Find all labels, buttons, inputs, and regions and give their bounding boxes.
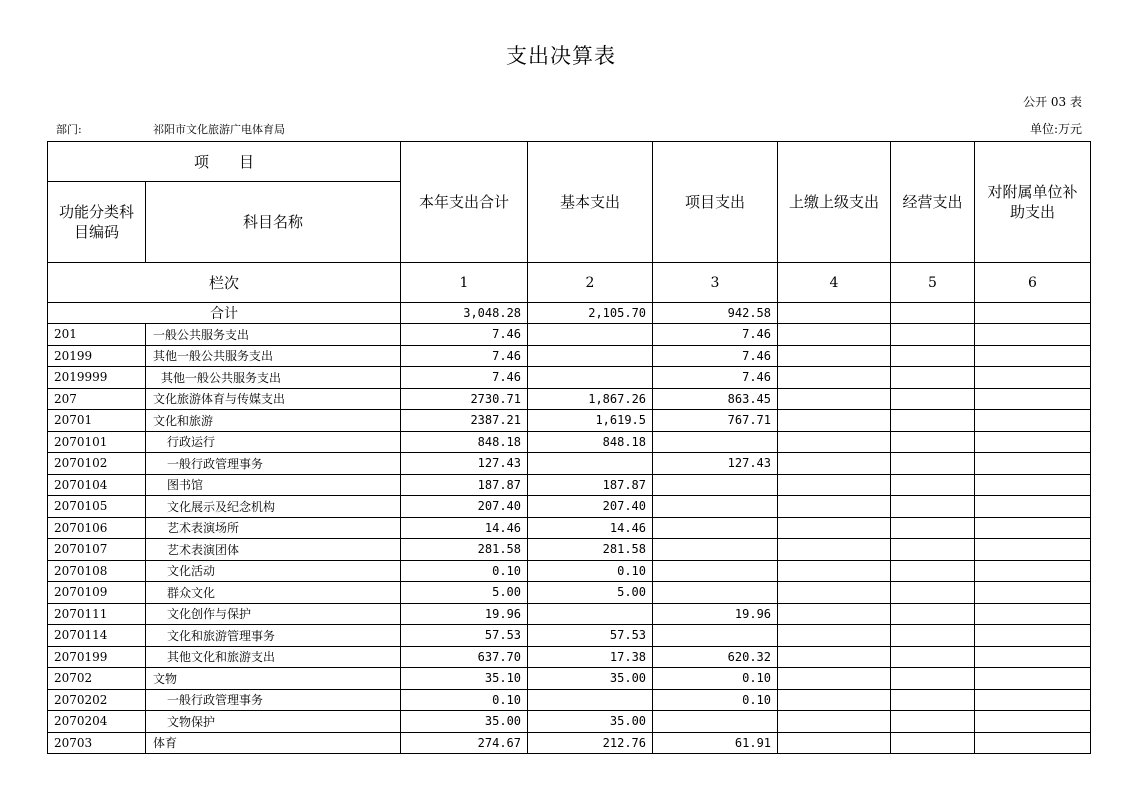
amount-upper — [778, 431, 891, 453]
header-col-upper: 上缴上级支出 — [778, 142, 891, 263]
amount-basic: 0.10 — [528, 560, 653, 582]
amount-business — [891, 324, 975, 346]
amount-business — [891, 689, 975, 711]
subject-name: 一般行政管理事务 — [146, 453, 401, 475]
table-row — [48, 431, 1091, 453]
header-func-code: 功能分类科目编码 — [48, 182, 146, 263]
subject-code: 20703 — [48, 732, 146, 754]
subject-code: 2070106 — [48, 517, 146, 539]
subject-code: 20702 — [48, 668, 146, 690]
subject-name: 一般公共服务支出 — [146, 324, 401, 346]
amount-basic: 5.00 — [528, 582, 653, 604]
subject-code: 2070107 — [48, 539, 146, 561]
subject-name: 文物保护 — [146, 711, 401, 733]
amount-business — [891, 345, 975, 367]
table-row — [48, 711, 1091, 733]
amount-basic: 281.58 — [528, 539, 653, 561]
amount-business — [891, 560, 975, 582]
amount-upper — [778, 474, 891, 496]
amount-total: 0.10 — [401, 560, 528, 582]
column-number: 5 — [891, 263, 975, 303]
amount-upper — [778, 410, 891, 432]
amount-project: 863.45 — [653, 388, 778, 410]
amount-upper — [778, 453, 891, 475]
amount-business — [891, 496, 975, 518]
table-row — [48, 689, 1091, 711]
amount-total: 274.67 — [401, 732, 528, 754]
table-row — [48, 732, 1091, 754]
amount-subsidy — [975, 668, 1091, 690]
subject-code: 20199 — [48, 345, 146, 367]
subject-name: 其他一般公共服务支出 — [146, 367, 401, 389]
subject-name: 艺术表演团体 — [146, 539, 401, 561]
amount-subsidy — [975, 474, 1091, 496]
department-label: 部门: — [56, 123, 82, 136]
subject-name: 文化和旅游 — [146, 410, 401, 432]
subject-code: 2070111 — [48, 603, 146, 625]
subject-code: 2070104 — [48, 474, 146, 496]
table-row — [48, 517, 1091, 539]
amount-upper — [778, 625, 891, 647]
amount-upper — [778, 668, 891, 690]
subject-name: 艺术表演场所 — [146, 517, 401, 539]
amount-upper — [778, 689, 891, 711]
amount-subsidy — [975, 453, 1091, 475]
total-business — [891, 303, 975, 324]
amount-total: 637.70 — [401, 646, 528, 668]
amount-subsidy — [975, 689, 1091, 711]
amount-subsidy — [975, 496, 1091, 518]
amount-business — [891, 474, 975, 496]
column-number: 6 — [975, 263, 1091, 303]
subject-code: 201 — [48, 324, 146, 346]
amount-subsidy — [975, 388, 1091, 410]
table-row — [48, 410, 1091, 432]
column-number: 4 — [778, 263, 891, 303]
amount-basic: 848.18 — [528, 431, 653, 453]
amount-subsidy — [975, 711, 1091, 733]
amount-total: 35.10 — [401, 668, 528, 690]
amount-subsidy — [975, 560, 1091, 582]
amount-upper — [778, 539, 891, 561]
amount-total: 281.58 — [401, 539, 528, 561]
amount-subsidy — [975, 646, 1091, 668]
column-number: 2 — [528, 263, 653, 303]
amount-project — [653, 582, 778, 604]
amount-subsidy — [975, 345, 1091, 367]
table-row — [48, 345, 1091, 367]
amount-business — [891, 603, 975, 625]
column-number: 1 — [401, 263, 528, 303]
subject-code: 2070204 — [48, 711, 146, 733]
table-row — [48, 453, 1091, 475]
table-row — [48, 582, 1091, 604]
total-sum: 3,048.28 — [401, 303, 528, 324]
amount-project: 7.46 — [653, 345, 778, 367]
table-row — [48, 560, 1091, 582]
amount-basic: 1,867.26 — [528, 388, 653, 410]
amount-total: 207.40 — [401, 496, 528, 518]
subject-code: 2070199 — [48, 646, 146, 668]
amount-business — [891, 732, 975, 754]
amount-basic — [528, 603, 653, 625]
subject-code: 2070105 — [48, 496, 146, 518]
amount-project — [653, 496, 778, 518]
subject-name: 文化创作与保护 — [146, 603, 401, 625]
table-row — [48, 324, 1091, 346]
department-name: 祁阳市文化旅游广电体育局 — [153, 123, 285, 136]
subject-code: 2070101 — [48, 431, 146, 453]
header-col-total: 本年支出合计 — [401, 142, 528, 263]
amount-business — [891, 453, 975, 475]
amount-project: 19.96 — [653, 603, 778, 625]
amount-business — [891, 582, 975, 604]
amount-basic: 35.00 — [528, 668, 653, 690]
total-basic: 2,105.70 — [528, 303, 653, 324]
subject-name: 文物 — [146, 668, 401, 690]
amount-subsidy — [975, 603, 1091, 625]
amount-project: 127.43 — [653, 453, 778, 475]
column-number: 3 — [653, 263, 778, 303]
amount-basic — [528, 689, 653, 711]
amount-basic: 57.53 — [528, 625, 653, 647]
subject-name: 文化和旅游管理事务 — [146, 625, 401, 647]
amount-project: 61.91 — [653, 732, 778, 754]
amount-upper — [778, 711, 891, 733]
amount-subsidy — [975, 324, 1091, 346]
total-subsidy — [975, 303, 1091, 324]
amount-upper — [778, 603, 891, 625]
amount-total: 127.43 — [401, 453, 528, 475]
amount-total: 35.00 — [401, 711, 528, 733]
subject-code: 2070102 — [48, 453, 146, 475]
amount-basic — [528, 367, 653, 389]
amount-project — [653, 431, 778, 453]
subject-name: 一般行政管理事务 — [146, 689, 401, 711]
unit-label: 单位:万元 — [1029, 122, 1082, 136]
amount-subsidy — [975, 539, 1091, 561]
amount-basic — [528, 453, 653, 475]
amount-total: 2387.21 — [401, 410, 528, 432]
amount-subsidy — [975, 582, 1091, 604]
amount-business — [891, 517, 975, 539]
table-row — [48, 603, 1091, 625]
header-col-business: 经营支出 — [891, 142, 975, 263]
amount-business — [891, 711, 975, 733]
amount-business — [891, 431, 975, 453]
amount-project — [653, 625, 778, 647]
subject-code: 207 — [48, 388, 146, 410]
amount-basic: 187.87 — [528, 474, 653, 496]
subject-name: 其他文化和旅游支出 — [146, 646, 401, 668]
amount-total: 14.46 — [401, 517, 528, 539]
table-row — [48, 388, 1091, 410]
amount-basic — [528, 324, 653, 346]
amount-project: 7.46 — [653, 367, 778, 389]
total-row — [48, 303, 1091, 324]
amount-business — [891, 539, 975, 561]
table-row — [48, 668, 1091, 690]
table-row — [48, 646, 1091, 668]
amount-subsidy — [975, 410, 1091, 432]
subject-name: 行政运行 — [146, 431, 401, 453]
amount-business — [891, 668, 975, 690]
amount-basic: 212.76 — [528, 732, 653, 754]
amount-total: 848.18 — [401, 431, 528, 453]
amount-project — [653, 539, 778, 561]
subject-name: 其他一般公共服务支出 — [146, 345, 401, 367]
amount-project — [653, 474, 778, 496]
amount-project: 767.71 — [653, 410, 778, 432]
subject-name: 文化旅游体育与传媒支出 — [146, 388, 401, 410]
amount-project: 0.10 — [653, 689, 778, 711]
amount-basic: 1,619.5 — [528, 410, 653, 432]
table-row — [48, 496, 1091, 518]
amount-subsidy — [975, 517, 1091, 539]
amount-total: 5.00 — [401, 582, 528, 604]
amount-total: 19.96 — [401, 603, 528, 625]
amount-subsidy — [975, 625, 1091, 647]
amount-business — [891, 410, 975, 432]
amount-project: 7.46 — [653, 324, 778, 346]
table-row — [48, 474, 1091, 496]
amount-business — [891, 625, 975, 647]
amount-total: 187.87 — [401, 474, 528, 496]
amount-total: 7.46 — [401, 324, 528, 346]
header-row-index: 栏次 — [48, 263, 401, 303]
amount-upper — [778, 345, 891, 367]
amount-business — [891, 367, 975, 389]
expenditure-table — [47, 141, 1091, 754]
amount-total: 57.53 — [401, 625, 528, 647]
table-row — [48, 625, 1091, 647]
amount-total: 0.10 — [401, 689, 528, 711]
amount-upper — [778, 367, 891, 389]
subject-code: 2019999 — [48, 367, 146, 389]
amount-project: 620.32 — [653, 646, 778, 668]
header-col-subsidy: 对附属单位补助支出 — [975, 142, 1091, 263]
page-title: 支出决算表 — [506, 44, 616, 68]
header-col-basic: 基本支出 — [528, 142, 653, 263]
header-col-project: 项目支出 — [653, 142, 778, 263]
total-label: 合计 — [48, 303, 401, 324]
amount-upper — [778, 646, 891, 668]
header-subject-name: 科目名称 — [146, 182, 401, 263]
subject-name: 图书馆 — [146, 474, 401, 496]
subject-code: 2070108 — [48, 560, 146, 582]
amount-total: 2730.71 — [401, 388, 528, 410]
amount-total: 7.46 — [401, 367, 528, 389]
amount-basic: 207.40 — [528, 496, 653, 518]
amount-business — [891, 646, 975, 668]
header-project: 项 目 — [48, 142, 401, 182]
amount-upper — [778, 560, 891, 582]
amount-upper — [778, 324, 891, 346]
total-upper — [778, 303, 891, 324]
amount-upper — [778, 517, 891, 539]
amount-basic: 14.46 — [528, 517, 653, 539]
amount-project: 0.10 — [653, 668, 778, 690]
subject-code: 2070109 — [48, 582, 146, 604]
table-row — [48, 539, 1091, 561]
subject-code: 20701 — [48, 410, 146, 432]
amount-basic: 35.00 — [528, 711, 653, 733]
amount-project — [653, 711, 778, 733]
subject-name: 群众文化 — [146, 582, 401, 604]
subject-name: 体育 — [146, 732, 401, 754]
amount-total: 7.46 — [401, 345, 528, 367]
amount-upper — [778, 496, 891, 518]
amount-project — [653, 517, 778, 539]
subject-name: 文化活动 — [146, 560, 401, 582]
subject-code: 2070114 — [48, 625, 146, 647]
form-number: 公开 03 表 — [1023, 95, 1082, 109]
amount-upper — [778, 732, 891, 754]
amount-basic — [528, 345, 653, 367]
amount-project — [653, 560, 778, 582]
amount-business — [891, 388, 975, 410]
amount-subsidy — [975, 431, 1091, 453]
subject-code: 2070202 — [48, 689, 146, 711]
subject-name: 文化展示及纪念机构 — [146, 496, 401, 518]
table-row — [48, 367, 1091, 389]
amount-subsidy — [975, 732, 1091, 754]
amount-subsidy — [975, 367, 1091, 389]
amount-upper — [778, 388, 891, 410]
amount-basic: 17.38 — [528, 646, 653, 668]
amount-upper — [778, 582, 891, 604]
total-project: 942.58 — [653, 303, 778, 324]
